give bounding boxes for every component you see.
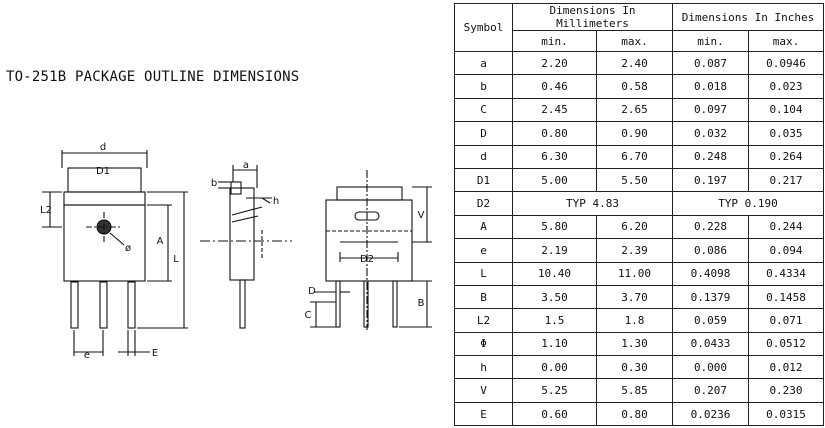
value-cell: 2.20 [513,52,597,75]
value-cell: 0.087 [673,52,749,75]
mm-min-header: min. [513,31,597,52]
table-row [455,402,824,425]
value-cell: 11.00 [597,262,673,285]
value-cell: 0.032 [673,122,749,145]
symbol-cell: Φ [455,332,513,355]
value-cell: 0.012 [749,356,824,379]
value-cell: 2.19 [513,239,597,262]
dimension-label: ø [124,243,132,254]
symbol-cell: h [455,356,513,379]
dimension-label: C [304,310,312,321]
symbol-header: Symbol [455,4,513,52]
dimension-label: L [173,254,179,265]
value-cell: 0.059 [673,309,749,332]
value-cell: 0.244 [749,215,824,238]
back-view [310,170,432,330]
value-cell: 5.00 [513,168,597,191]
front-view [42,150,188,356]
table-row [455,262,824,285]
value-cell: 0.0946 [749,52,824,75]
symbol-cell: D [455,122,513,145]
typ-value-cell: TYP 4.83 [513,192,673,215]
table-row [455,145,824,168]
value-cell: 0.071 [749,309,824,332]
symbol-cell: E [455,402,513,425]
value-cell: 0.000 [673,356,749,379]
symbol-cell: d [455,145,513,168]
value-cell: 1.5 [513,309,597,332]
value-cell: 0.0236 [673,402,749,425]
value-cell: 5.85 [597,379,673,402]
value-cell: 0.30 [597,356,673,379]
table-row [455,215,824,238]
symbol-cell: b [455,75,513,98]
value-cell: 6.70 [597,145,673,168]
value-cell: 3.70 [597,285,673,308]
value-cell: 0.0315 [749,402,824,425]
value-cell: 0.207 [673,379,749,402]
value-cell: 2.65 [597,98,673,121]
inch-group-header: Dimensions In Inches [673,4,824,31]
value-cell: 0.097 [673,98,749,121]
symbol-cell: V [455,379,513,402]
symbol-cell: L [455,262,513,285]
table-row [455,239,824,262]
symbol-cell: e [455,239,513,262]
dimensions-table [454,3,824,426]
dimension-label: D [308,286,316,297]
table-row [455,122,824,145]
symbol-cell: A [455,215,513,238]
dimension-label: D2 [359,254,375,265]
table-row [455,309,824,332]
side-view [200,165,292,328]
value-cell: 0.023 [749,75,824,98]
value-cell: 3.50 [513,285,597,308]
table-row [455,379,824,402]
value-cell: 6.30 [513,145,597,168]
table-row [455,285,824,308]
value-cell: 0.80 [513,122,597,145]
symbol-cell: B [455,285,513,308]
dimension-label: e [83,350,91,361]
dimension-label: B [417,298,425,309]
value-cell: 0.0512 [749,332,824,355]
dimension-label: h [272,196,280,207]
value-cell: 5.25 [513,379,597,402]
value-cell: 0.90 [597,122,673,145]
value-cell: 0.230 [749,379,824,402]
value-cell: 0.1379 [673,285,749,308]
dimension-label: b [210,178,218,189]
value-cell: 0.264 [749,145,824,168]
value-cell: 6.20 [597,215,673,238]
in-max-header: max. [749,31,824,52]
value-cell: 0.00 [513,356,597,379]
value-cell: 10.40 [513,262,597,285]
value-cell: 2.45 [513,98,597,121]
value-cell: 0.80 [597,402,673,425]
dimension-label: L2 [40,205,52,216]
value-cell: 1.10 [513,332,597,355]
dimension-label: E [151,348,159,359]
dimension-label: D1 [95,166,111,177]
table-row [455,52,824,75]
symbol-cell: D2 [455,192,513,215]
table-row [455,75,824,98]
value-cell: 0.0433 [673,332,749,355]
mm-group-header: Dimensions In Millimeters [513,4,673,31]
value-cell: 1.8 [597,309,673,332]
dimension-label: A [156,236,164,247]
symbol-cell: L2 [455,309,513,332]
dimension-label: V [417,210,425,221]
dimension-label: d [99,142,107,153]
symbol-cell: a [455,52,513,75]
in-min-header: min. [673,31,749,52]
value-cell: 0.4334 [749,262,824,285]
table-row [455,356,824,379]
value-cell: 0.228 [673,215,749,238]
value-cell: 0.197 [673,168,749,191]
value-cell: 0.58 [597,75,673,98]
table-row [455,192,824,215]
value-cell: 5.80 [513,215,597,238]
typ-value-cell: TYP 0.190 [673,192,824,215]
dimension-label: a [242,160,250,171]
symbol-cell: C [455,98,513,121]
table-row [455,98,824,121]
value-cell: 2.40 [597,52,673,75]
value-cell: 0.46 [513,75,597,98]
mm-max-header: max. [597,31,673,52]
value-cell: 2.39 [597,239,673,262]
value-cell: 0.018 [673,75,749,98]
value-cell: 0.094 [749,239,824,262]
value-cell: 1.30 [597,332,673,355]
value-cell: 0.1458 [749,285,824,308]
value-cell: 0.248 [673,145,749,168]
symbol-cell: D1 [455,168,513,191]
value-cell: 0.4098 [673,262,749,285]
value-cell: 0.035 [749,122,824,145]
table-row [455,168,824,191]
value-cell: 0.60 [513,402,597,425]
table-row [455,332,824,355]
value-cell: 5.50 [597,168,673,191]
page-title: TO-251B PACKAGE OUTLINE DIMENSIONS [6,69,300,85]
value-cell: 0.217 [749,168,824,191]
value-cell: 0.104 [749,98,824,121]
value-cell: 0.086 [673,239,749,262]
